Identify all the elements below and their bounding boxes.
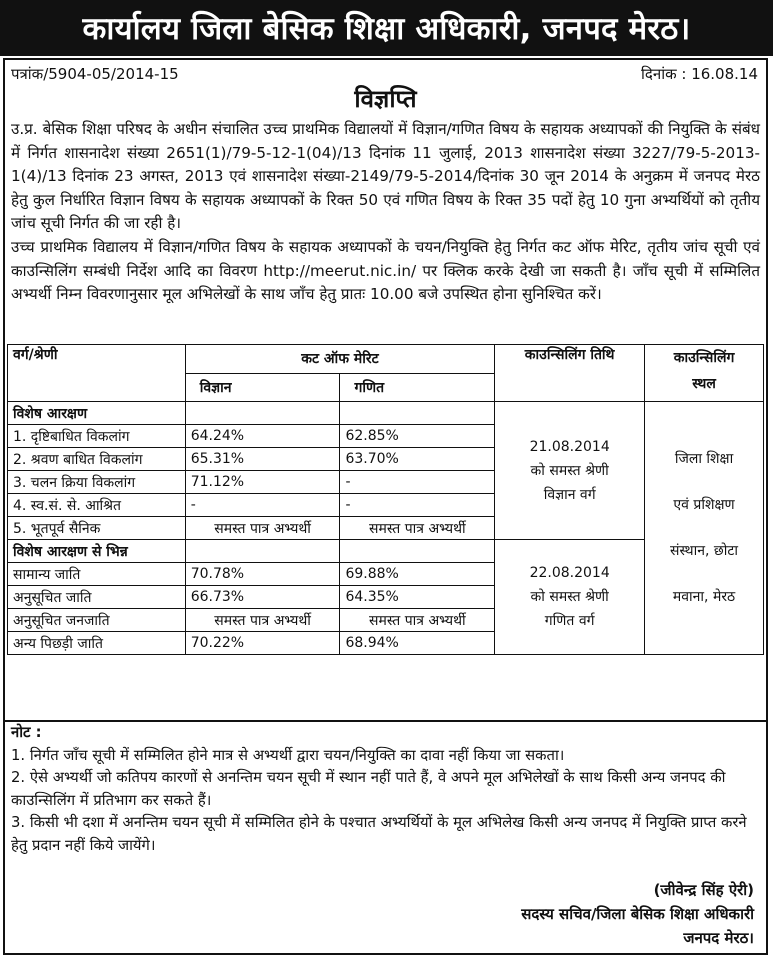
signatory-name: (जीवेन्द्र सिंह ऐरी) <box>653 881 754 899</box>
row-science: 65.31% <box>185 448 340 471</box>
header-category: वर्ग/श्रेणी <box>8 345 186 402</box>
signature-block <box>521 878 754 950</box>
letter-date: दिनांक : 16.08.14 <box>641 65 758 83</box>
letter-number: पत्रांक/5904-05/2014-15 <box>11 65 179 83</box>
section-other-than-special: विशेष आरक्षण से भिन्न <box>8 540 186 563</box>
row-math: 62.85% <box>340 425 495 448</box>
office-header <box>0 0 773 56</box>
row-math: 63.70% <box>340 448 495 471</box>
header-counselling-venue <box>645 345 764 402</box>
row-science: 71.12% <box>185 471 340 494</box>
row-label: 4. स्व.सं. से. आश्रित <box>8 494 186 517</box>
notice-frame <box>3 58 768 955</box>
notes-section <box>5 720 766 857</box>
row-math: समस्त पात्र अभ्यर्थी <box>340 517 495 540</box>
cutoff-merit-table <box>7 344 764 655</box>
header-science: विज्ञान <box>185 373 340 402</box>
math-counselling-date <box>495 540 645 655</box>
science-date: 21.08.2014 <box>529 438 610 455</box>
note-3: 3. किसी भी दशा में अनन्तिम चयन सूची में सम्मिलित होने के पश्चात अभ्यर्थियों के मूल अभिलेख किसी अन्य जनपद में नियुक्ति प्राप्त करने हेतु प्रदान नहीं किये जायेंगे। <box>11 814 747 854</box>
paragraph-2: उच्च प्राथमिक विद्यालय में विज्ञान/गणित विषय के सहायक अध्यापकों के चयन/नियुक्ति हेतु निर्गत कट ऑफ मेरिट, तृतीय जांच सूची एवं काउन्सिलिंग सम्बंधी निर्देश आदि का विवरण http://meerut.nic.in/ पर क्लिक करके देखी जा सकती है। जाँच सूची में सम्मिलित अभ्यर्थी निम्न विवरणानुसार मूल अभिलेखों के साथ जाँच हेतु प्रातः 10.00 बजे उपस्थित होना सुनिश्चित करें। <box>11 238 760 304</box>
header-math: गणित <box>340 373 495 402</box>
header-venue-line-2: स्थल <box>692 376 716 392</box>
notice-title: विज्ञप्ति <box>354 85 417 113</box>
signatory-place: जनपद मेरठ। <box>683 929 754 947</box>
counselling-venue <box>645 402 764 655</box>
header-venue-line-1: काउन्सिलिंग <box>673 350 735 366</box>
row-label: 5. भूतपूर्व सैनिक <box>8 517 186 540</box>
row-math: 69.88% <box>340 563 495 586</box>
row-math: समस्त पात्र अभ्यर्थी <box>340 609 495 632</box>
row-label: 1. दृष्टिबाधित विकलांग <box>8 425 186 448</box>
venue-line-3: संस्थान, छोटा <box>670 543 739 559</box>
row-science: 70.22% <box>185 632 340 655</box>
row-math: 64.35% <box>340 586 495 609</box>
math-group: गणित वर्ग <box>544 613 595 629</box>
row-science: समस्त पात्र अभ्यर्थी <box>185 517 340 540</box>
signatory-designation: सदस्य सचिव/जिला बेसिक शिक्षा अधिकारी <box>521 905 754 923</box>
row-label: अन्य पिछड़ी जाति <box>8 632 186 655</box>
row-science: - <box>185 494 340 517</box>
row-label: अनुसूचित जनजाति <box>8 609 186 632</box>
row-label: 3. चलन क्रिया विकलांग <box>8 471 186 494</box>
paragraph-1: उ.प्र. बेसिक शिक्षा परिषद के अधीन संचालित उच्च प्राथमिक विद्यालयों में विज्ञान/गणित विषय के सहायक अध्यापकों की नियुक्ति के संबंध में निर्गत शासनादेश संख्या 2651(1)/79-5-12-1(04)/13 दिनांक 11 जुलाई, 2013 शासनादेश संख्या 3227/79-5-2013-1(4)/13 दिनांक 23 अगस्त, 2013 एवं शासनादेश संख्या-2149/79-5-2014/दिनांक 30 जून 2014 के अनुक्रम में जनपद मेरठ हेतु कुल निर्धारित विज्ञान विषय के सहायक अध्यापकों के रिक्त 50 एवं गणित विषय के रिक्त 35 पदों हेतु 10 गुना अभ्यर्थियों को तृतीय जांच सूची निर्गत की जा रही है। <box>11 120 760 233</box>
office-title: कार्यालय जिला बेसिक शिक्षा अधिकारी, जनपद मेरठ। <box>82 11 691 47</box>
science-group: विज्ञान वर्ग <box>543 486 596 503</box>
venue-line-1: जिला शिक्षा <box>674 451 734 467</box>
math-date: 22.08.2014 <box>529 565 610 581</box>
venue-line-4: मवाना, मेरठ <box>672 589 736 605</box>
row-science: 64.24% <box>185 425 340 448</box>
row-science: 70.78% <box>185 563 340 586</box>
row-label: अनुसूचित जाति <box>8 586 186 609</box>
section-special-reservation: विशेष आरक्षण <box>8 402 186 425</box>
row-science: समस्त पात्र अभ्यर्थी <box>185 609 340 632</box>
row-label: सामान्य जाति <box>8 563 186 586</box>
notes-label: नोट : <box>11 724 42 741</box>
row-math: - <box>340 471 495 494</box>
science-counselling-date <box>495 402 645 540</box>
reference-row <box>11 64 758 84</box>
venue-line-2: एवं प्रशिक्षण <box>673 497 735 513</box>
row-math: 68.94% <box>340 632 495 655</box>
row-math: - <box>340 494 495 517</box>
math-date-note: को समस्त श्रेणी <box>530 589 609 605</box>
science-date-note: को समस्त श्रेणी <box>530 462 609 479</box>
header-cutoff: कट ऑफ मेरिट <box>185 345 495 374</box>
note-2: 2. ऐसे अभ्यर्थी जो कतिपय कारणों से अनन्तिम चयन सूची में स्थान नहीं पाते हैं, वे अपने मूल अभिलेखों के साथ किसी अन्य जनपद की काउन्सिलिंग में प्रतिभाग कर सकते हैं। <box>11 769 726 809</box>
note-1: 1. निर्गत जाँच सूची में सम्मिलित होने मात्र से अभ्यर्थी द्वारा चयन/नियुक्ति का दावा नहीं किया जा सकता। <box>11 746 565 764</box>
row-science: 66.73% <box>185 586 340 609</box>
row-label: 2. श्रवण बाधित विकलांग <box>8 448 186 471</box>
header-counselling-date: काउन्सिलिंग तिथि <box>495 345 645 402</box>
